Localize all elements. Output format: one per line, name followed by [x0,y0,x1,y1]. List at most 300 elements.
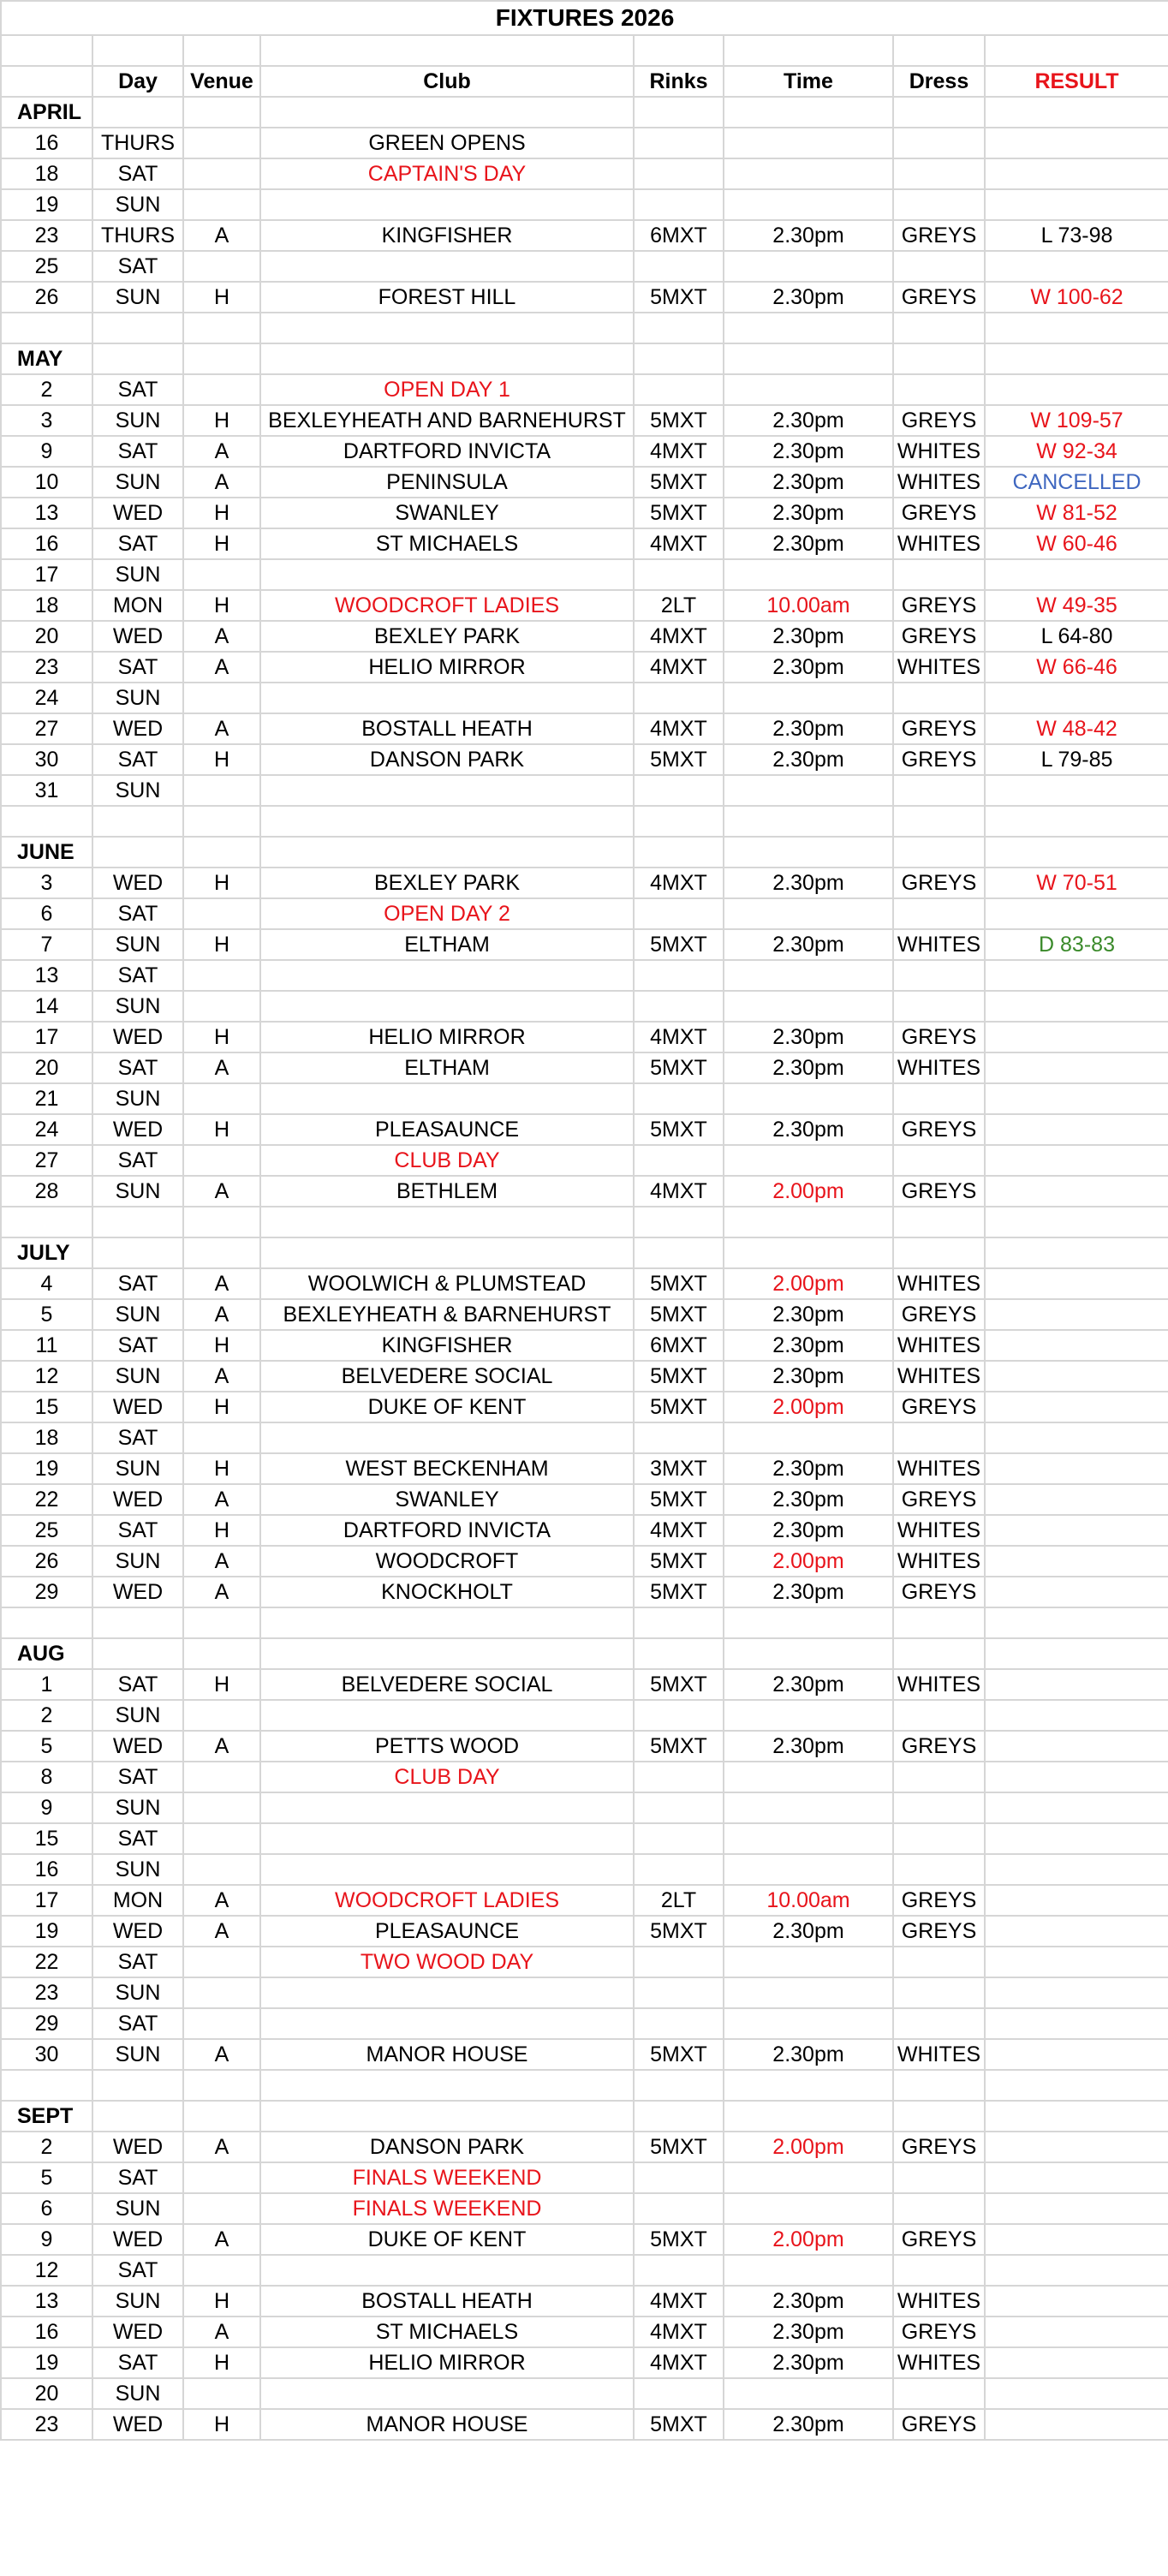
cell-dress: WHITES [893,467,985,498]
empty-cell [893,343,985,374]
cell-venue: H [183,929,260,960]
cell-venue [183,251,260,282]
empty-cell [183,1607,260,1638]
cell-date: 17 [1,1885,92,1916]
cell-dress: GREYS [893,282,985,313]
cell-result [985,251,1168,282]
table-row [1,467,1168,498]
cell-dress: GREYS [893,1176,985,1207]
cell-club: PLEASAUNCE [260,1114,634,1145]
header-rinks: Rinks [634,66,724,97]
table-row [1,744,1168,775]
cell-time: 2.30pm [724,1484,893,1515]
month-row [1,837,1168,868]
cell-day: MON [92,1885,183,1916]
cell-day: SAT [92,528,183,559]
cell-venue: H [183,868,260,898]
cell-venue: H [183,744,260,775]
cell-date: 26 [1,282,92,313]
cell-dress: GREYS [893,1577,985,1607]
cell-rinks: 5MXT [634,1484,724,1515]
cell-time [724,559,893,590]
cell-rinks: 5MXT [634,1577,724,1607]
cell-venue: A [183,1885,260,1916]
cell-dress [893,960,985,991]
cell-venue: A [183,1546,260,1577]
cell-rinks: 5MXT [634,467,724,498]
cell-rinks [634,775,724,806]
cell-rinks: 6MXT [634,220,724,251]
table-row [1,1422,1168,1453]
cell-time: 2.30pm [724,744,893,775]
cell-date: 9 [1,1792,92,1823]
cell-result [985,158,1168,189]
cell-result [985,1022,1168,1052]
cell-date: 15 [1,1392,92,1422]
cell-dress [893,1145,985,1176]
cell-dress: GREYS [893,713,985,744]
cell-date: 27 [1,713,92,744]
empty-cell [985,1207,1168,1237]
cell-day: SAT [92,898,183,929]
cell-dress: WHITES [893,929,985,960]
cell-date: 9 [1,2224,92,2255]
cell-club: ELTHAM [260,929,634,960]
spacer-row [1,1607,1168,1638]
empty-cell [183,1638,260,1669]
empty-cell [985,837,1168,868]
cell-club [260,1083,634,1114]
cell-time [724,128,893,158]
cell-day: SAT [92,1762,183,1792]
cell-day: SUN [92,683,183,713]
cell-venue: A [183,2132,260,2162]
cell-dress [893,898,985,929]
empty-cell [92,1207,183,1237]
empty-cell [92,2101,183,2132]
cell-day: SAT [92,1515,183,1546]
cell-club [260,2008,634,2039]
cell-result [985,1731,1168,1762]
empty-cell [183,313,260,343]
cell-date: 2 [1,374,92,405]
table-row [1,1762,1168,1792]
empty-cell [634,1638,724,1669]
cell-rinks: 5MXT [634,929,724,960]
cell-day: THURS [92,220,183,251]
cell-dress [893,2008,985,2039]
table-row [1,2224,1168,2255]
cell-time: 10.00am [724,590,893,621]
table-row [1,1453,1168,1484]
cell-date: 16 [1,528,92,559]
cell-dress: WHITES [893,652,985,683]
cell-dress: GREYS [893,498,985,528]
cell-date: 23 [1,1977,92,2008]
empty-cell [634,97,724,128]
cell-dress: WHITES [893,1361,985,1392]
cell-rinks: 4MXT [634,528,724,559]
cell-result: W 109-57 [985,405,1168,436]
cell-club: FINALS WEEKEND [260,2162,634,2193]
cell-day: SAT [92,1052,183,1083]
empty-cell [183,2070,260,2101]
cell-club [260,1792,634,1823]
cell-rinks: 5MXT [634,1052,724,1083]
cell-venue: H [183,1022,260,1052]
cell-venue: A [183,1268,260,1299]
cell-result [985,1268,1168,1299]
cell-day: SUN [92,559,183,590]
cell-day: SAT [92,1422,183,1453]
cell-time: 2.30pm [724,2286,893,2317]
cell-result [985,1700,1168,1731]
cell-result [985,991,1168,1022]
cell-time: 2.30pm [724,652,893,683]
cell-time: 2.30pm [724,1114,893,1145]
empty-cell [260,1207,634,1237]
cell-day: SUN [92,405,183,436]
cell-dress: WHITES [893,1669,985,1700]
cell-club: SWANLEY [260,1484,634,1515]
empty-cell [985,806,1168,837]
cell-date: 27 [1,1145,92,1176]
cell-date: 15 [1,1823,92,1854]
cell-venue [183,158,260,189]
cell-time: 2.00pm [724,2132,893,2162]
empty-cell [634,313,724,343]
empty-cell [893,2070,985,2101]
cell-club [260,559,634,590]
empty-cell [183,97,260,128]
cell-time: 2.30pm [724,1577,893,1607]
cell-day: SAT [92,744,183,775]
header-dress: Dress [893,66,985,97]
spacer-row [1,313,1168,343]
cell-result [985,1176,1168,1207]
cell-result [985,2286,1168,2317]
cell-day: WED [92,2224,183,2255]
table-row [1,1577,1168,1607]
cell-venue [183,1854,260,1885]
cell-dress: GREYS [893,1022,985,1052]
cell-date: 10 [1,467,92,498]
cell-club: BEXLEYHEATH & BARNEHURST [260,1299,634,1330]
cell-rinks: 5MXT [634,1392,724,1422]
empty-cell [183,806,260,837]
empty-cell [260,2101,634,2132]
cell-club [260,960,634,991]
cell-club [260,1700,634,1731]
cell-date: 29 [1,1577,92,1607]
table-row [1,128,1168,158]
cell-dress: WHITES [893,2286,985,2317]
cell-date: 6 [1,2193,92,2224]
cell-club: DARTFORD INVICTA [260,436,634,467]
cell-result [985,128,1168,158]
empty-cell [92,806,183,837]
empty-cell [183,2101,260,2132]
cell-time: 2.30pm [724,1453,893,1484]
empty-cell [985,2070,1168,2101]
empty-cell [1,313,92,343]
cell-club: KINGFISHER [260,220,634,251]
cell-day: SUN [92,1176,183,1207]
empty-cell [724,1237,893,1268]
cell-date: 5 [1,1299,92,1330]
spacer-row [1,2070,1168,2101]
empty-cell [92,343,183,374]
cell-rinks [634,1145,724,1176]
cell-result: L 64-80 [985,621,1168,652]
cell-dress [893,374,985,405]
cell-rinks [634,158,724,189]
cell-club: WEST BECKENHAM [260,1453,634,1484]
cell-venue: A [183,1299,260,1330]
cell-dress [893,2162,985,2193]
month-label: JUNE [1,837,92,868]
table-row [1,282,1168,313]
cell-day: WED [92,1484,183,1515]
cell-time: 2.30pm [724,1731,893,1762]
empty-cell [724,806,893,837]
cell-rinks: 5MXT [634,2224,724,2255]
empty-cell [893,97,985,128]
cell-club: HELIO MIRROR [260,1022,634,1052]
empty-cell [1,1607,92,1638]
table-row [1,1792,1168,1823]
cell-rinks: 4MXT [634,868,724,898]
table-row [1,1916,1168,1947]
cell-day: SAT [92,1669,183,1700]
cell-date: 1 [1,1669,92,1700]
cell-time: 2.30pm [724,528,893,559]
cell-venue: A [183,2317,260,2347]
cell-dress: GREYS [893,590,985,621]
cell-club [260,251,634,282]
empty-cell [260,2070,634,2101]
cell-date: 20 [1,2378,92,2409]
cell-date: 2 [1,2132,92,2162]
table-row [1,775,1168,806]
table-row [1,1823,1168,1854]
empty-cell [260,97,634,128]
header-time: Time [724,66,893,97]
table-row [1,189,1168,220]
cell-dress: GREYS [893,2224,985,2255]
cell-venue: H [183,528,260,559]
month-label: APRIL [1,97,92,128]
cell-result: CANCELLED [985,467,1168,498]
cell-time: 2.30pm [724,2039,893,2070]
cell-result [985,1577,1168,1607]
cell-dress: GREYS [893,1484,985,1515]
cell-venue: A [183,2224,260,2255]
cell-time [724,1083,893,1114]
cell-result [985,1792,1168,1823]
cell-result: L 79-85 [985,744,1168,775]
cell-time: 2.00pm [724,1546,893,1577]
table-row [1,1083,1168,1114]
cell-dress: WHITES [893,1453,985,1484]
cell-club [260,189,634,220]
cell-date: 30 [1,744,92,775]
cell-result [985,1299,1168,1330]
cell-club: MANOR HOUSE [260,2039,634,2070]
table-row [1,652,1168,683]
cell-club: BOSTALL HEATH [260,2286,634,2317]
table-row [1,1145,1168,1176]
cell-venue: H [183,282,260,313]
cell-venue [183,1792,260,1823]
cell-time: 2.00pm [724,2224,893,2255]
cell-date: 9 [1,436,92,467]
cell-venue: A [183,1052,260,1083]
cell-day: SAT [92,2255,183,2286]
cell-time [724,2162,893,2193]
cell-rinks: 5MXT [634,1731,724,1762]
cell-venue: A [183,1731,260,1762]
cell-date: 18 [1,590,92,621]
cell-rinks [634,898,724,929]
cell-rinks [634,1854,724,1885]
cell-venue [183,2008,260,2039]
cell-day: SAT [92,960,183,991]
cell-club: CLUB DAY [260,1145,634,1176]
cell-rinks [634,991,724,1022]
cell-club: HELIO MIRROR [260,2347,634,2378]
empty-cell [724,1638,893,1669]
cell-date: 19 [1,2347,92,2378]
spacer-row [1,35,1168,66]
cell-result [985,1453,1168,1484]
cell-time [724,189,893,220]
empty-cell [893,806,985,837]
cell-venue [183,189,260,220]
cell-rinks: 4MXT [634,652,724,683]
cell-dress: GREYS [893,1114,985,1145]
cell-result [985,960,1168,991]
empty-cell [634,2101,724,2132]
cell-venue: H [183,2409,260,2440]
cell-date: 28 [1,1176,92,1207]
cell-day: SUN [92,1700,183,1731]
empty-cell [724,2101,893,2132]
cell-result [985,1515,1168,1546]
table-row [1,251,1168,282]
cell-rinks: 2LT [634,590,724,621]
cell-venue [183,559,260,590]
cell-dress [893,559,985,590]
empty-cell [985,343,1168,374]
empty-cell [634,806,724,837]
cell-result [985,1392,1168,1422]
cell-venue: A [183,1361,260,1392]
empty-cell [985,2101,1168,2132]
cell-venue [183,683,260,713]
cell-dress: GREYS [893,868,985,898]
cell-dress: WHITES [893,1052,985,1083]
page-title: FIXTURES 2026 [1,1,1168,35]
cell-venue [183,1145,260,1176]
table-row [1,2039,1168,2070]
cell-dress [893,251,985,282]
cell-dress: WHITES [893,1330,985,1361]
cell-venue: H [183,2286,260,2317]
cell-time: 2.30pm [724,2347,893,2378]
table-row [1,436,1168,467]
cell-day: SAT [92,1330,183,1361]
empty-cell [260,837,634,868]
cell-date: 11 [1,1330,92,1361]
cell-rinks [634,1947,724,1977]
cell-club: ST MICHAELS [260,2317,634,2347]
cell-rinks: 2LT [634,1885,724,1916]
empty-cell [724,1207,893,1237]
cell-day: SUN [92,991,183,1022]
cell-rinks [634,1823,724,1854]
table-row [1,1484,1168,1515]
empty-cell [183,837,260,868]
cell-date: 14 [1,991,92,1022]
cell-result [985,2347,1168,2378]
cell-day: MON [92,590,183,621]
cell-rinks [634,2255,724,2286]
month-row [1,2101,1168,2132]
table-row [1,1299,1168,1330]
cell-result [985,1422,1168,1453]
table-row [1,2317,1168,2347]
month-label: SEPT [1,2101,92,2132]
cell-time [724,1947,893,1977]
cell-day: SAT [92,1823,183,1854]
cell-dress: GREYS [893,405,985,436]
cell-day: WED [92,1114,183,1145]
table-row [1,1052,1168,1083]
cell-club [260,1422,634,1453]
empty-cell [1,1207,92,1237]
table-row [1,1330,1168,1361]
cell-day: THURS [92,128,183,158]
cell-result [985,1762,1168,1792]
cell-date: 22 [1,1947,92,1977]
empty-cell [634,2070,724,2101]
cell-date: 3 [1,405,92,436]
table-row [1,528,1168,559]
month-label: JULY [1,1237,92,1268]
cell-rinks: 5MXT [634,282,724,313]
table-row [1,1176,1168,1207]
cell-day: WED [92,621,183,652]
cell-result [985,2193,1168,2224]
table-row [1,1977,1168,2008]
cell-club [260,683,634,713]
cell-date: 16 [1,1854,92,1885]
cell-club [260,1823,634,1854]
cell-club [260,1977,634,2008]
cell-result [985,775,1168,806]
cell-club: SWANLEY [260,498,634,528]
empty-cell [893,1237,985,1268]
empty-cell [634,1237,724,1268]
month-row [1,1638,1168,1669]
cell-club: BELVEDERE SOCIAL [260,1361,634,1392]
cell-rinks: 4MXT [634,2317,724,2347]
cell-rinks: 5MXT [634,1669,724,1700]
header-club: Club [260,66,634,97]
cell-result [985,2132,1168,2162]
cell-result: W 66-46 [985,652,1168,683]
